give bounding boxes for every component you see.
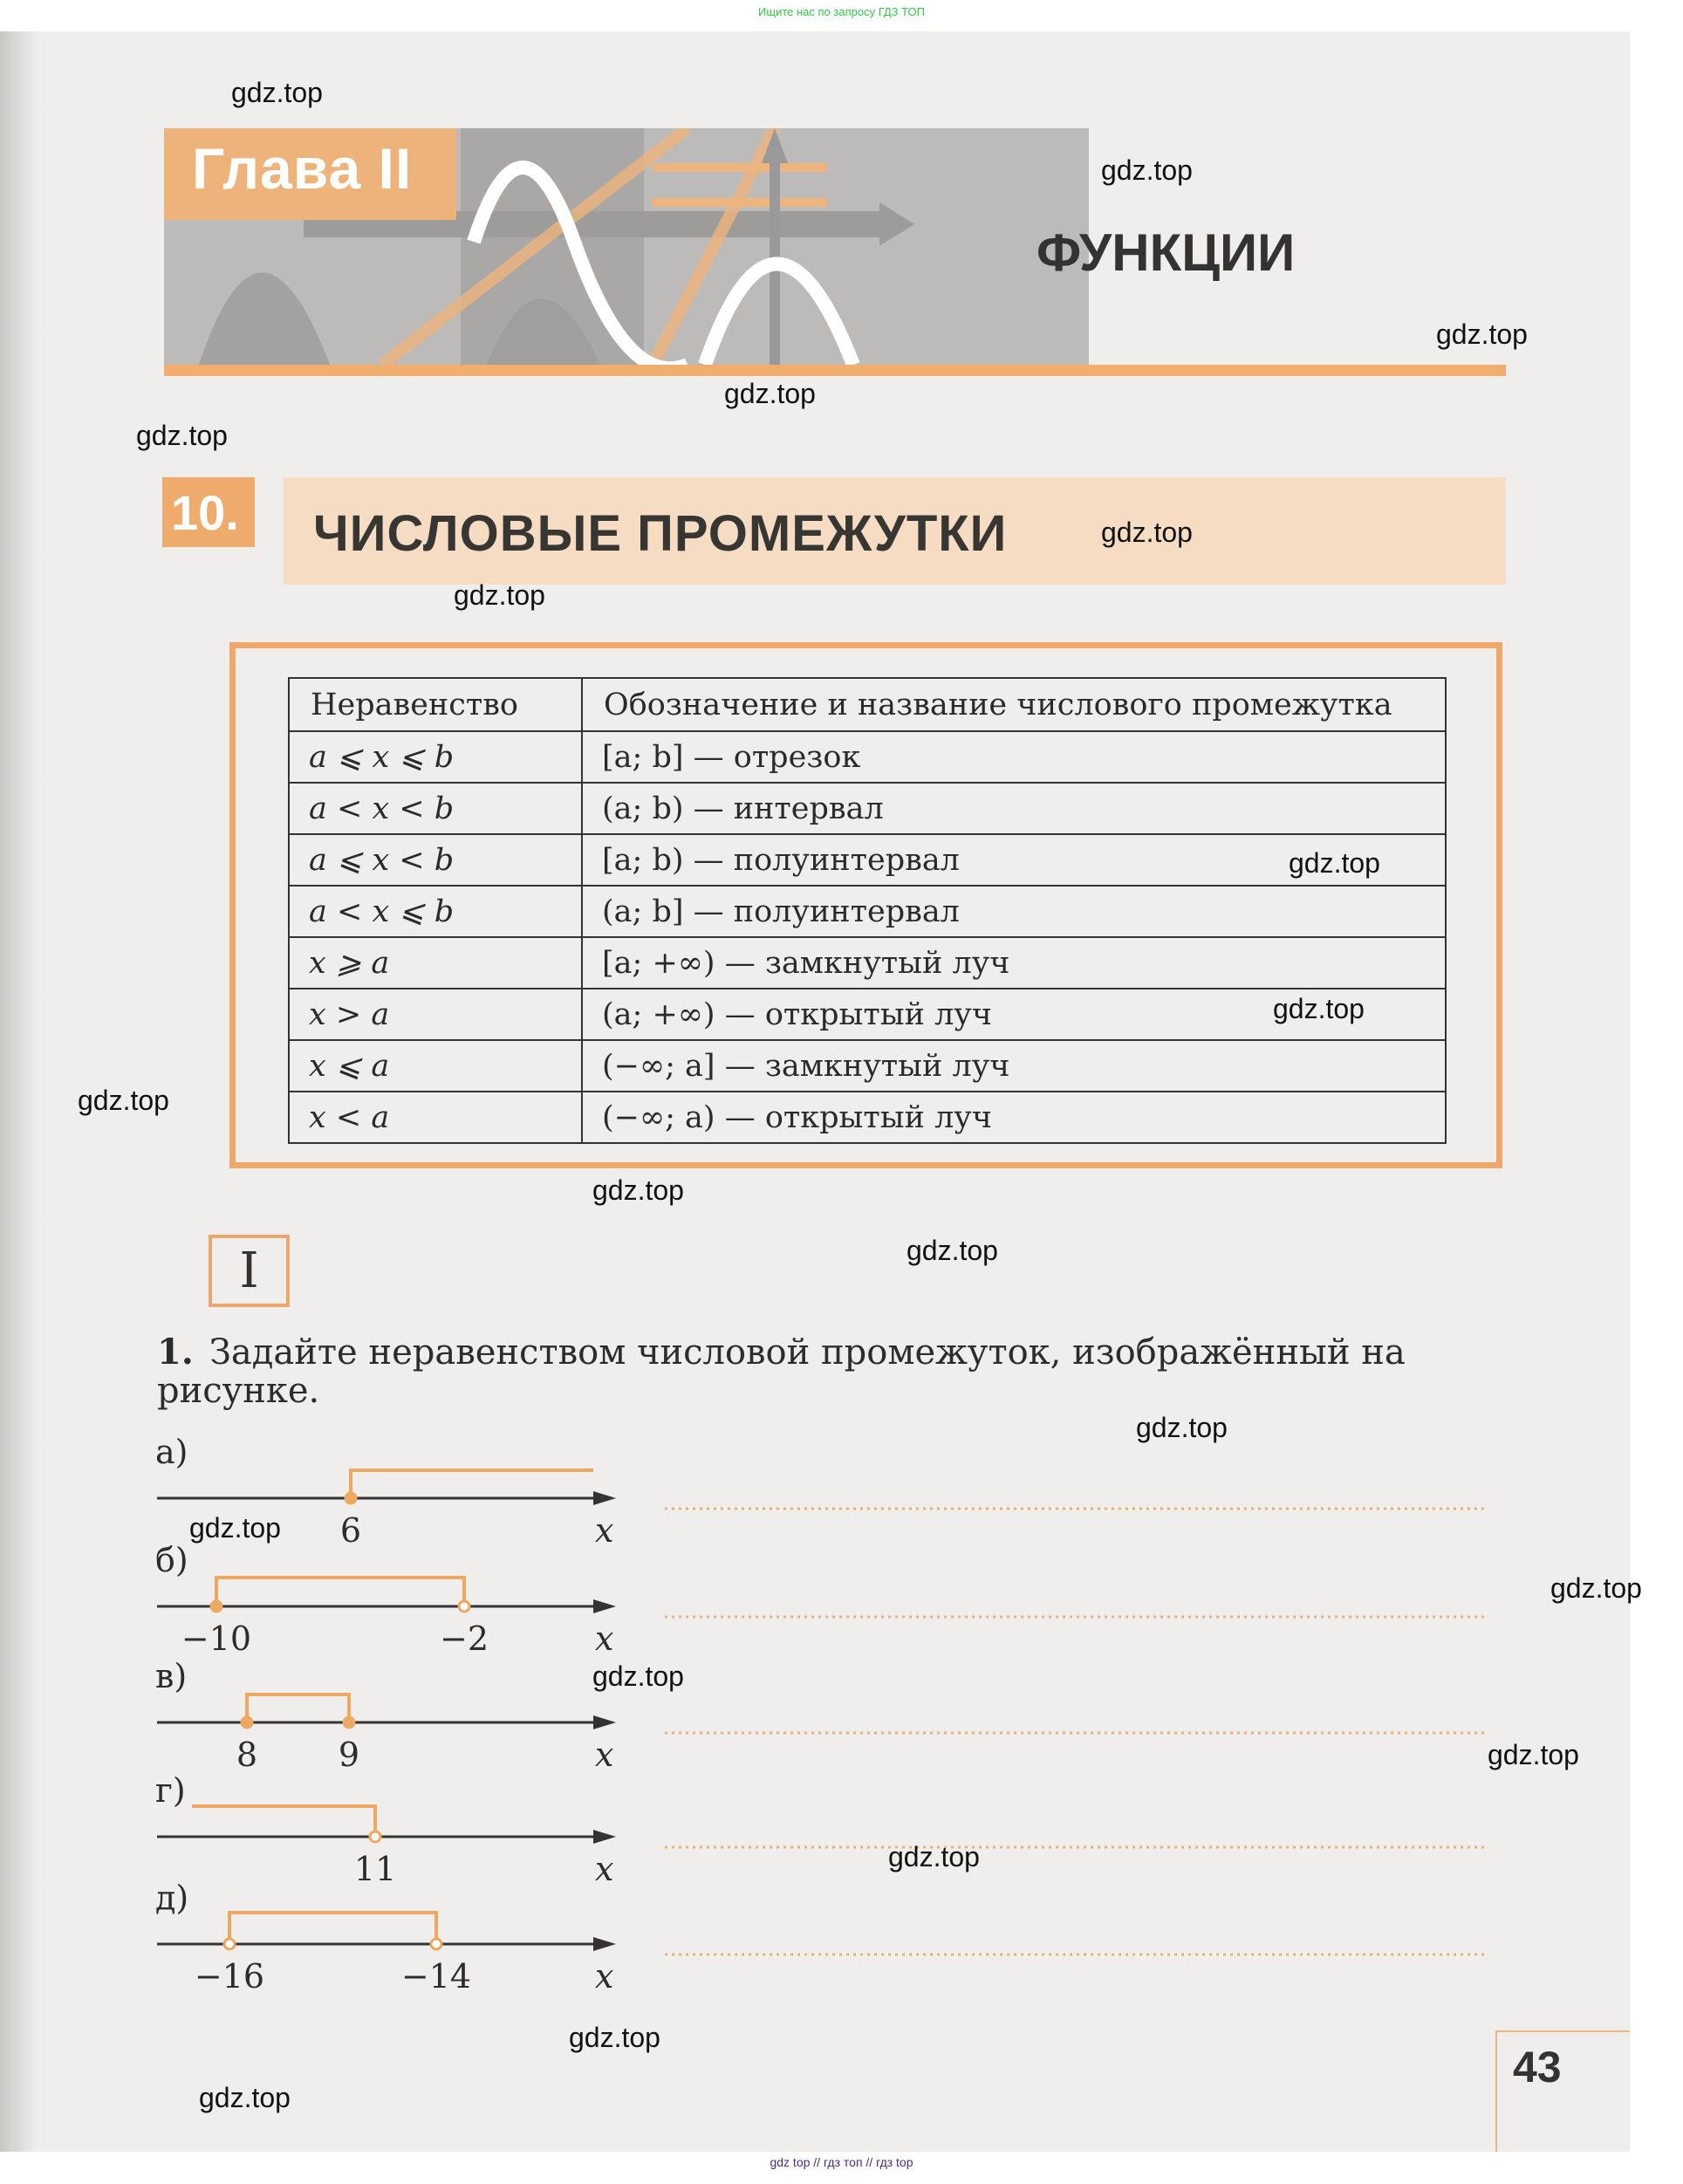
inequality-cell: x < a (289, 1092, 582, 1143)
watermark: gdz.top (1101, 517, 1193, 548)
inequality-cell: a ⩽ x < b (289, 834, 582, 886)
closed-point (211, 1601, 222, 1612)
header-inequality: Неравенство (289, 678, 582, 731)
watermark: gdz.top (1289, 847, 1380, 879)
watermark: gdz.top (1436, 318, 1528, 350)
watermark: gdz.top (888, 1841, 980, 1872)
page-number: 43 (1513, 2043, 1562, 2092)
axis-variable: x (595, 1511, 614, 1550)
closed-point (344, 1717, 354, 1728)
watermark: gdz.top (136, 420, 228, 451)
open-point (224, 1939, 235, 1949)
watermark: gdz.top (189, 1512, 281, 1544)
notation-cell: (a; b] — полуинтервал (582, 886, 1446, 937)
section-number: 10. (162, 477, 255, 547)
point-label: −10 (181, 1619, 252, 1658)
notation-cell: [a; b] — отрезок (582, 731, 1446, 783)
chapter-title: ФУНКЦИИ (1036, 223, 1296, 282)
axis-arrow-icon (593, 1491, 616, 1505)
interval-bracket (216, 1578, 464, 1606)
open-point (459, 1601, 469, 1612)
top-note: Ищите нас по запросу ГДЗ ТОП (758, 5, 925, 18)
point-label: −2 (439, 1619, 489, 1658)
watermark: gdz.top (1273, 993, 1365, 1024)
notation-cell: (a; +∞) — открытый луч (582, 989, 1446, 1040)
point-label: 11 (353, 1850, 397, 1888)
notation-cell: [a; +∞) — замкнутый луч (582, 937, 1446, 989)
number-line-label: г) (155, 1771, 186, 1810)
open-point (370, 1831, 380, 1842)
ray-bracket (351, 1470, 593, 1498)
point-label: 8 (236, 1736, 258, 1774)
watermark: gdz.top (1101, 154, 1193, 186)
point-label: −14 (400, 1957, 472, 1996)
inequality-cell: a < x ⩽ b (289, 886, 582, 937)
inequality-cell: x ⩾ a (289, 937, 582, 989)
chapter-label: Глава II (164, 128, 456, 220)
watermark: gdz.top (1550, 1572, 1642, 1604)
header-notation: Обозначение и название числового промежутка (582, 678, 1446, 731)
notation-cell: [a; b) — полуинтервал (582, 834, 1446, 886)
notation-cell: (−∞; a) — открытый луч (582, 1092, 1446, 1143)
axis-arrow-icon (593, 1937, 616, 1951)
interval-bracket (229, 1913, 436, 1944)
bottom-note: gdz top // гдз топ // гдз top (770, 2155, 913, 2169)
notation-cell: (−∞; a] — замкнутый луч (582, 1040, 1446, 1092)
watermark: gdz.top (454, 579, 545, 611)
number-line-label: д) (155, 1879, 189, 1917)
axis-variable: x (595, 1736, 614, 1774)
task-number: 1. (157, 1332, 194, 1373)
interval-bracket (247, 1694, 349, 1722)
axis-arrow-icon (593, 1830, 616, 1844)
point-label: 9 (338, 1736, 360, 1774)
section-title: ЧИСЛОВЫЕ ПРОМЕЖУТКИ (313, 505, 1008, 562)
number-line-label: б) (155, 1541, 188, 1579)
axis-variable: x (595, 1957, 614, 1996)
watermark: gdz.top (724, 378, 816, 409)
axis-arrow-icon (593, 1599, 616, 1613)
watermark: gdz.top (906, 1235, 998, 1266)
inequality-cell: x ⩽ a (289, 1040, 582, 1092)
axis-variable: x (595, 1619, 614, 1658)
number-line-label: а) (155, 1433, 188, 1471)
watermark: gdz.top (592, 1660, 684, 1692)
level-mark: I (209, 1235, 290, 1307)
task-text: Задайте неравенством числовой промежуток, изображённый на рисунке. (157, 1332, 1406, 1411)
number-line-label: в) (155, 1657, 188, 1695)
watermark: gdz.top (1488, 1739, 1579, 1770)
watermark: gdz.top (1136, 1412, 1228, 1443)
ray-bracket (192, 1806, 375, 1837)
point-label: 6 (339, 1511, 362, 1550)
axis-variable: x (595, 1850, 614, 1888)
open-point (431, 1939, 441, 1949)
closed-point (345, 1493, 356, 1503)
notation-cell: (a; b) — интервал (582, 783, 1446, 834)
watermark: gdz.top (78, 1085, 169, 1116)
inequality-cell: x > a (289, 989, 582, 1040)
watermark: gdz.top (592, 1174, 684, 1206)
watermark: gdz.top (231, 77, 323, 108)
watermark: gdz.top (569, 2022, 660, 2053)
closed-point (242, 1717, 252, 1728)
inequality-cell: a < x < b (289, 783, 582, 834)
inequality-cell: a ⩽ x ⩽ b (289, 731, 582, 783)
watermark: gdz.top (199, 2082, 291, 2113)
point-label: −16 (194, 1957, 265, 1996)
axis-arrow-icon (593, 1715, 616, 1729)
